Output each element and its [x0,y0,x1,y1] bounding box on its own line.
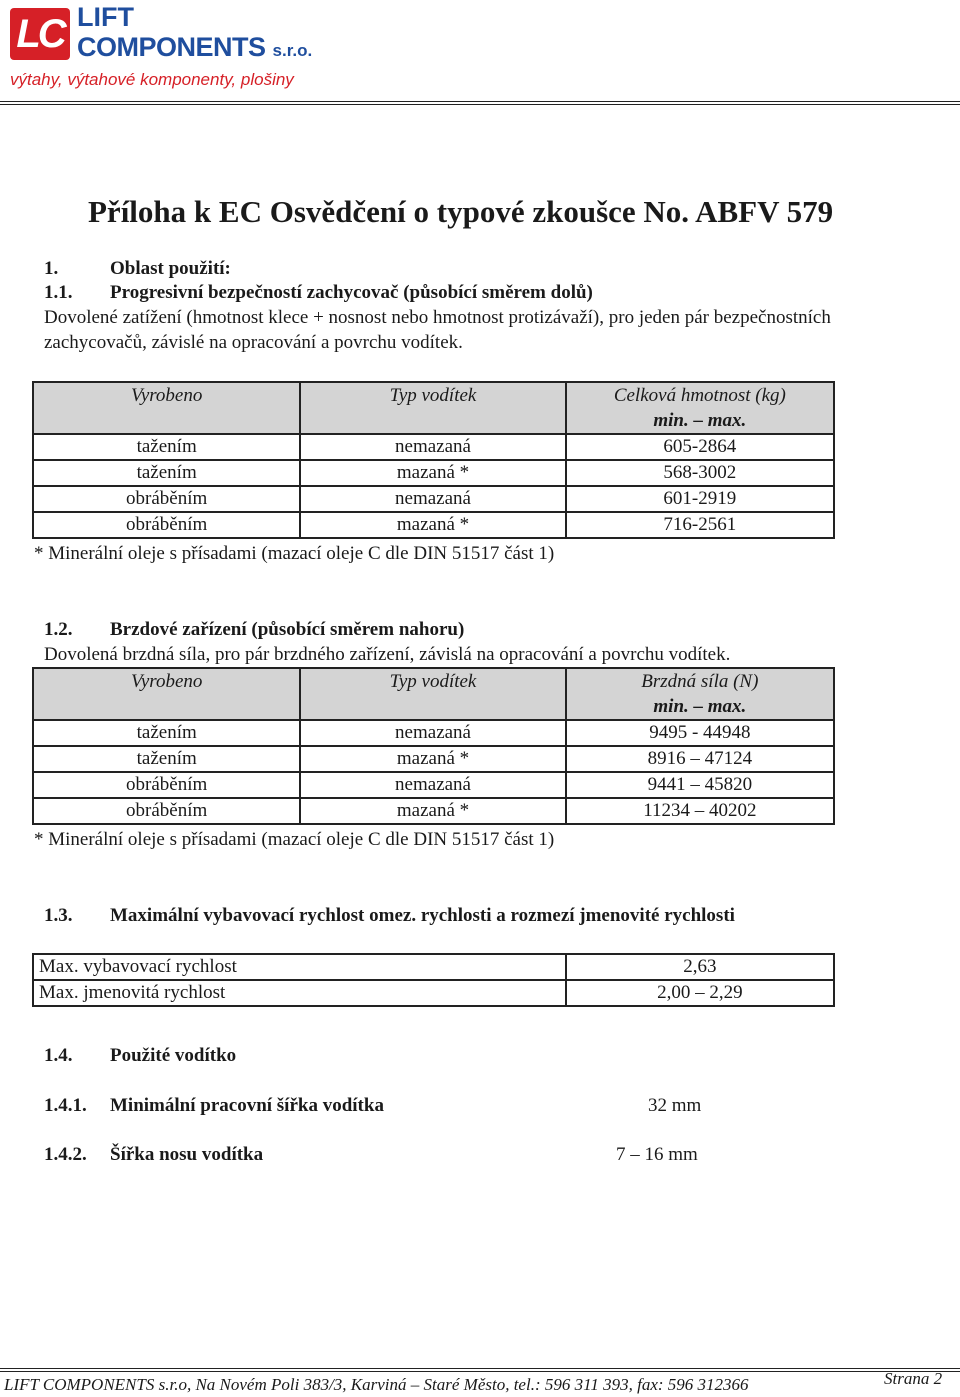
footer-divider [0,1368,960,1369]
column-header-braking-force [566,668,834,720]
table-cell: nemazaná [300,720,565,746]
table-cell: tažením [33,746,300,772]
table-row [33,746,834,772]
section-1-3-title: Maximální vybavovací rychlost omez. rychlosti a rozmezí jmenovité rychlosti [110,905,735,926]
table-cell: 11234 – 40202 [566,798,834,824]
section-1-2-footnote: * Minerální oleje s přísadami (mazací oleje C dle DIN 51517 část 1) [34,829,555,850]
footer-company-info: LIFT COMPONENTS s.r.o, Na Novém Poli 383/3, Karviná – Staré Město, tel.: 596 311 393, fax: 596 312366 [4,1375,749,1394]
table-row [33,980,834,1006]
section-1-1-number: 1.1. [44,282,73,303]
table-cell: obráběním [33,486,300,512]
table-cell: 9441 – 45820 [566,772,834,798]
table-cell: mazaná * [300,798,565,824]
column-header-braking-force-title: Brzdná síla (N) [641,671,759,692]
column-header-guide-type: Typ vodítek [300,382,565,434]
table-cell: 2,63 [566,954,834,980]
section-1-2-description: Dovolená brzdná síla, pro pár brzdného zařízení, závislá na opracování a povrchu vodítek. [44,644,731,665]
section-1-4-1-number: 1.4.1. [44,1095,87,1116]
footer-divider-thin [0,1371,960,1372]
table-row [33,434,834,460]
section-1-4-1-title: Minimální pracovní šířka vodítka [110,1095,384,1116]
table-cell: 8916 – 47124 [566,746,834,772]
column-header-range-label: min. – max. [653,696,747,717]
table-row [33,486,834,512]
table-cell: tažením [33,434,300,460]
table-row [33,798,834,824]
section-1-3-number: 1.3. [44,905,73,926]
section-1-4-2-number: 1.4.2. [44,1144,87,1165]
speed-table [32,953,835,1007]
company-name-main: COMPONENTS [77,32,266,62]
table-row [33,954,834,980]
section-1-1-title: Progresivní bezpečností zachycovač (působící směrem dolů) [110,282,593,303]
section-1-1-description-line2: zachycovačů, závislé na opracování a povrchu vodítek. [44,332,463,353]
table-header-row [33,668,834,720]
column-header-manufactured: Vyrobeno [33,668,300,720]
table-cell: mazaná * [300,746,565,772]
company-name-line2 [77,32,312,66]
section-1-4-number: 1.4. [44,1045,73,1066]
table-cell: 605-2864 [566,434,834,460]
section-1-4-2-title: Šířka nosu vodítka [110,1144,264,1165]
section-1-1-footnote: * Minerální oleje s přísadami (mazací oleje C dle DIN 51517 část 1) [34,543,555,564]
header-divider-thin [0,104,960,105]
table-row [33,512,834,538]
table-cell: 601-2919 [566,486,834,512]
section-1-2-title: Brzdové zařízení (působící směrem nahoru) [110,619,465,640]
header-divider [0,101,960,102]
table-cell: 568-3002 [566,460,834,486]
table-cell: mazaná * [300,512,565,538]
company-suffix: s.r.o. [272,41,313,60]
table-cell: nemazaná [300,486,565,512]
braking-force-table [32,667,835,825]
table-cell: tažením [33,720,300,746]
page-title: Příloha k EC Osvědčení o typové zkoušce No. ABFV 579 [88,194,834,229]
column-header-total-mass [566,382,834,434]
section-1-4-1-value: 32 mm [648,1095,702,1116]
table-row [33,720,834,746]
table-cell: 716-2561 [566,512,834,538]
table-cell: mazaná * [300,460,565,486]
table-cell: obráběním [33,772,300,798]
column-header-guide-type: Typ vodítek [300,668,565,720]
page-number: Strana 2 [884,1369,943,1388]
table-cell: 9495 - 44948 [566,720,834,746]
table-row [33,772,834,798]
table-header-row [33,382,834,434]
column-header-total-mass-title: Celková hmotnost (kg) [613,385,786,406]
table-cell: nemazaná [300,772,565,798]
column-header-range-label: min. – max. [653,410,747,431]
table-cell: obráběním [33,512,300,538]
section-1-2-number: 1.2. [44,619,73,640]
table-row [33,460,834,486]
company-name-line1: LIFT [77,2,134,32]
table-cell: nemazaná [300,434,565,460]
section-1-4-title: Použité vodítko [110,1045,237,1066]
safety-gear-load-table [32,381,835,539]
table-cell: 2,00 – 2,29 [566,980,834,1006]
company-logo: LC [10,8,70,60]
company-tagline: výtahy, výtahové komponenty, plošiny [10,70,294,89]
table-cell: Max. jmenovitá rychlost [33,980,566,1006]
section-1-title: Oblast použití: [110,258,231,279]
section-1-1-description-line1: Dovolené zatížení (hmotnost klece + nosnost nebo hmotnost protizávaží), pro jeden pár bezpečnostních [44,307,831,328]
table-cell: obráběním [33,798,300,824]
table-cell: tažením [33,460,300,486]
section-1-4-2-value: 7 – 16 mm [616,1144,698,1165]
table-cell: Max. vybavovací rychlost [33,954,566,980]
column-header-manufactured: Vyrobeno [33,382,300,434]
section-1-number: 1. [44,258,59,279]
